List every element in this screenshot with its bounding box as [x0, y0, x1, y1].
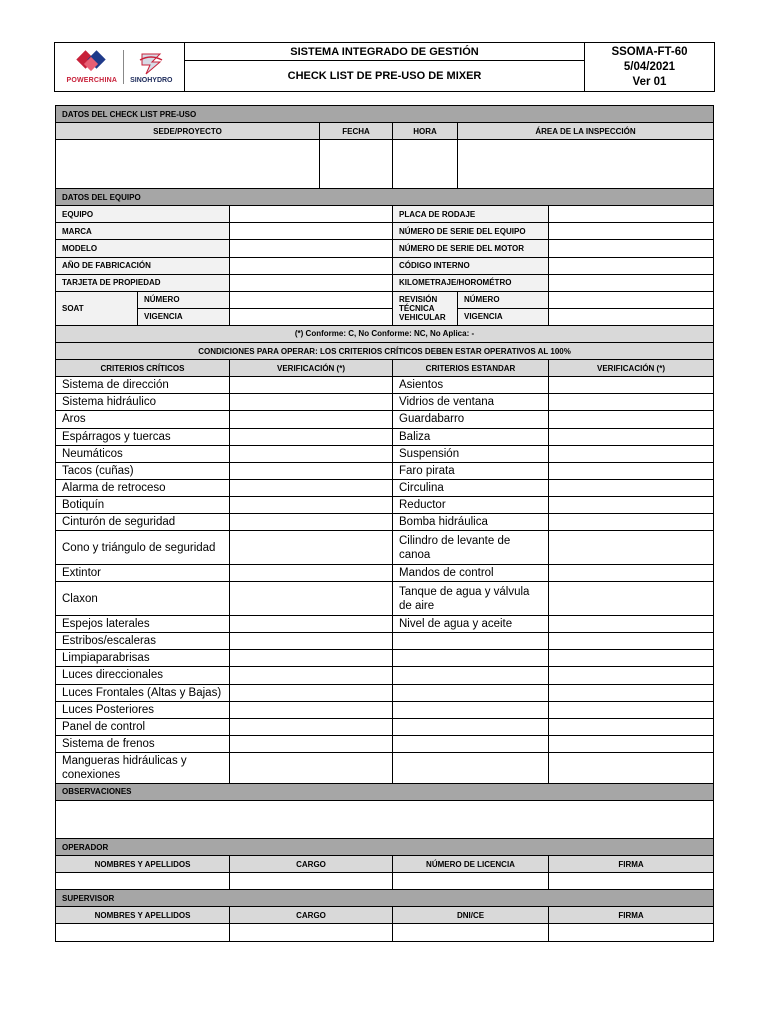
sede-field[interactable] — [56, 140, 320, 189]
critical-verification-field[interactable] — [230, 531, 393, 565]
standard-criterion-empty — [393, 650, 549, 667]
supervisor-dni-field[interactable] — [393, 924, 549, 941]
critical-verification-field[interactable] — [230, 445, 393, 462]
standard-criterion: Cilindro de levante de canoa — [393, 531, 549, 565]
equipment-left-field[interactable] — [230, 274, 393, 291]
critical-criterion: Neumáticos — [56, 445, 230, 462]
doc-version: Ver 01 — [632, 75, 667, 88]
standard-criterion: Guardabarro — [393, 411, 549, 428]
equipment-right-label: CÓDIGO INTERNO — [393, 257, 549, 274]
equipment-left-field[interactable] — [230, 223, 393, 240]
operator-license-header: NÚMERO DE LICENCIA — [393, 856, 549, 873]
critical-criterion: Cinturón de seguridad — [56, 513, 230, 530]
standard-verification-field[interactable] — [549, 513, 714, 530]
equipment-left-field[interactable] — [230, 240, 393, 257]
standard-verification-field[interactable] — [549, 650, 714, 667]
critical-verification-field[interactable] — [230, 394, 393, 411]
standard-criterion-empty — [393, 667, 549, 684]
col-fecha: FECHA — [320, 123, 393, 140]
critical-verification-field[interactable] — [230, 377, 393, 394]
critical-criterion: Panel de control — [56, 718, 230, 735]
powerchina-mark-icon — [76, 50, 108, 76]
equipment-left-label: MARCA — [56, 223, 230, 240]
operator-cargo-header: CARGO — [230, 856, 393, 873]
standard-criterion-empty — [393, 718, 549, 735]
col-sede: SEDE/PROYECTO — [56, 123, 320, 140]
critical-criterion: Alarma de retroceso — [56, 479, 230, 496]
soat-vigencia-label: VIGENCIA — [138, 308, 230, 325]
equipment-left-label: MODELO — [56, 240, 230, 257]
standard-criterion-empty — [393, 701, 549, 718]
standard-verification-field[interactable] — [549, 462, 714, 479]
equipment-right-label: NÚMERO DE SERIE DEL EQUIPO — [393, 223, 549, 240]
revision-label: REVISIÓN TÉCNICA VEHICULAR — [393, 291, 458, 325]
standard-criterion: Baliza — [393, 428, 549, 445]
sinohydro-text: SINOHYDRO — [130, 77, 173, 84]
logo-cell — [55, 43, 185, 92]
critical-verification-field[interactable] — [230, 411, 393, 428]
standard-criterion-empty — [393, 752, 549, 783]
standard-criterion: Nivel de agua y aceite — [393, 616, 549, 633]
observations-field[interactable] — [56, 801, 714, 839]
standard-criterion: Mandos de control — [393, 565, 549, 582]
critical-criterion: Limpiaparabrisas — [56, 650, 230, 667]
standard-criteria-header: CRITERIOS ESTANDAR — [393, 360, 549, 377]
equipment-section-title: DATOS DEL EQUIPO — [56, 189, 714, 206]
standard-verification-field[interactable] — [549, 496, 714, 513]
standard-criterion: Suspensión — [393, 445, 549, 462]
standard-verification-field[interactable] — [549, 684, 714, 701]
equipment-left-label: TARJETA DE PROPIEDAD — [56, 274, 230, 291]
critical-criterion: Luces Frontales (Altas y Bajas) — [56, 684, 230, 701]
standard-criterion: Reductor — [393, 496, 549, 513]
operator-license-field[interactable] — [393, 873, 549, 890]
operator-signature-header: FIRMA — [549, 856, 714, 873]
standard-verification-field[interactable] — [549, 479, 714, 496]
critical-verification-field[interactable] — [230, 701, 393, 718]
standard-verification-field[interactable] — [549, 445, 714, 462]
critical-verification-field[interactable] — [230, 718, 393, 735]
standard-criterion-empty — [393, 684, 549, 701]
critical-criterion: Luces direccionales — [56, 667, 230, 684]
standard-verification-header: VERIFICACIÓN (*) — [549, 360, 714, 377]
standard-verification-field[interactable] — [549, 718, 714, 735]
powerchina-text: POWERCHINA — [66, 77, 118, 84]
standard-criterion: Circulina — [393, 479, 549, 496]
doc-title: CHECK LIST DE PRE-USO DE MIXER — [185, 61, 585, 92]
standard-verification-field[interactable] — [549, 377, 714, 394]
area-field[interactable] — [458, 140, 714, 189]
critical-verification-field[interactable] — [230, 684, 393, 701]
equipment-left-label: AÑO DE FABRICACIÓN — [56, 257, 230, 274]
supervisor-dni-header: DNI/CE — [393, 907, 549, 924]
critical-verification-field[interactable] — [230, 565, 393, 582]
sinohydro-logo — [124, 50, 172, 84]
critical-verification-field[interactable] — [230, 650, 393, 667]
operator-signature-field[interactable] — [549, 873, 714, 890]
equipment-right-label: NÚMERO DE SERIE DEL MOTOR — [393, 240, 549, 257]
supervisor-cargo-field[interactable] — [230, 924, 393, 941]
critical-criteria-header: CRITERIOS CRÍTICOS — [56, 360, 230, 377]
critical-verification-field[interactable] — [230, 462, 393, 479]
equipment-left-field[interactable] — [230, 257, 393, 274]
critical-verification-field[interactable] — [230, 616, 393, 633]
checklist-section-title: DATOS DEL CHECK LIST PRE-USO — [56, 106, 714, 123]
critical-criterion: Sistema de frenos — [56, 735, 230, 752]
supervisor-cargo-header: CARGO — [230, 907, 393, 924]
conditions-note: CONDICIONES PARA OPERAR: LOS CRITERIOS CRÍTICOS DEBEN ESTAR OPERATIVOS AL 100% — [56, 343, 714, 360]
critical-criterion: Luces Posteriores — [56, 701, 230, 718]
standard-verification-field[interactable] — [549, 531, 714, 565]
equipment-right-field[interactable] — [549, 257, 714, 274]
operator-name-header: NOMBRES Y APELLIDOS — [56, 856, 230, 873]
critical-verification-field[interactable] — [230, 735, 393, 752]
soat-vigencia-field[interactable] — [230, 308, 393, 325]
standard-criterion: Bomba hidráulica — [393, 513, 549, 530]
standard-criterion-empty — [393, 735, 549, 752]
critical-verification-field[interactable] — [230, 428, 393, 445]
critical-verification-field[interactable] — [230, 496, 393, 513]
system-title: SISTEMA INTEGRADO DE GESTIÓN — [185, 43, 585, 61]
critical-criterion: Claxon — [56, 582, 230, 616]
supervisor-title: SUPERVISOR — [56, 890, 714, 907]
standard-criterion: Asientos — [393, 377, 549, 394]
standard-criterion: Vidrios de ventana — [393, 394, 549, 411]
standard-verification-field[interactable] — [549, 616, 714, 633]
revision-numero-label: NÚMERO — [458, 291, 549, 308]
standard-verification-field[interactable] — [549, 735, 714, 752]
col-area: ÁREA DE LA INSPECCIÓN — [458, 123, 714, 140]
critical-verification-field[interactable] — [230, 752, 393, 783]
soat-numero-field[interactable] — [230, 291, 393, 308]
critical-criterion: Sistema de dirección — [56, 377, 230, 394]
standard-verification-field[interactable] — [549, 582, 714, 616]
standard-criterion: Faro pirata — [393, 462, 549, 479]
critical-criterion: Extintor — [56, 565, 230, 582]
standard-verification-field[interactable] — [549, 701, 714, 718]
fecha-field[interactable] — [320, 140, 393, 189]
equipment-right-field[interactable] — [549, 240, 714, 257]
powerchina-logo — [66, 50, 124, 84]
operator-cargo-field[interactable] — [230, 873, 393, 890]
critical-verification-field[interactable] — [230, 633, 393, 650]
critical-verification-field[interactable] — [230, 479, 393, 496]
revision-vigencia-field[interactable] — [549, 308, 714, 325]
revision-numero-field[interactable] — [549, 291, 714, 308]
supervisor-signature-field[interactable] — [549, 924, 714, 941]
standard-verification-field[interactable] — [549, 411, 714, 428]
equipment-right-label: KILOMETRAJE/HOROMÉTRO — [393, 274, 549, 291]
doc-date: 5/04/2021 — [623, 60, 676, 73]
equipment-left-label: EQUIPO — [56, 206, 230, 223]
critical-criterion: Espejos laterales — [56, 616, 230, 633]
hora-field[interactable] — [393, 140, 458, 189]
critical-criterion: Mangueras hidráulicas y conexiones — [56, 752, 230, 783]
critical-verification-header: VERIFICACIÓN (*) — [230, 360, 393, 377]
standard-verification-field[interactable] — [549, 667, 714, 684]
revision-vigencia-label: VIGENCIA — [458, 308, 549, 325]
equipment-left-field[interactable] — [230, 206, 393, 223]
critical-verification-field[interactable] — [230, 513, 393, 530]
supervisor-signature-header: FIRMA — [549, 907, 714, 924]
equipment-right-label: PLACA DE RODAJE — [393, 206, 549, 223]
operator-title: OPERADOR — [56, 839, 714, 856]
critical-criterion: Botiquín — [56, 496, 230, 513]
standard-verification-field[interactable] — [549, 752, 714, 783]
standard-verification-field[interactable] — [549, 428, 714, 445]
soat-label: SOAT — [56, 291, 138, 325]
supervisor-name-header: NOMBRES Y APELLIDOS — [56, 907, 230, 924]
col-hora: HORA — [393, 123, 458, 140]
checklist-form — [55, 105, 714, 942]
equipment-right-field[interactable] — [549, 274, 714, 291]
standard-verification-field[interactable] — [549, 565, 714, 582]
equipment-right-field[interactable] — [549, 206, 714, 223]
equipment-right-field[interactable] — [549, 223, 714, 240]
critical-verification-field[interactable] — [230, 667, 393, 684]
critical-criterion: Aros — [56, 411, 230, 428]
observations-title: OBSERVACIONES — [56, 783, 714, 800]
critical-verification-field[interactable] — [230, 582, 393, 616]
standard-criterion: Tanque de agua y válvula de aire — [393, 582, 549, 616]
sinohydro-mark-icon — [136, 50, 166, 76]
critical-criterion: Sistema hidráulico — [56, 394, 230, 411]
doc-code-cell — [585, 43, 715, 92]
critical-criterion: Tacos (cuñas) — [56, 462, 230, 479]
critical-criterion: Cono y triángulo de seguridad — [56, 531, 230, 565]
document-header — [54, 42, 714, 92]
supervisor-name-field[interactable] — [56, 924, 230, 941]
critical-criterion: Estribos/escaleras — [56, 633, 230, 650]
doc-code: SSOMA-FT-60 — [611, 45, 688, 58]
standard-criterion-empty — [393, 633, 549, 650]
standard-verification-field[interactable] — [549, 633, 714, 650]
soat-numero-label: NÚMERO — [138, 291, 230, 308]
legend: (*) Conforme: C, No Conforme: NC, No Aplica: - — [56, 325, 714, 342]
operator-name-field[interactable] — [56, 873, 230, 890]
standard-verification-field[interactable] — [549, 394, 714, 411]
critical-criterion: Espárragos y tuercas — [56, 428, 230, 445]
